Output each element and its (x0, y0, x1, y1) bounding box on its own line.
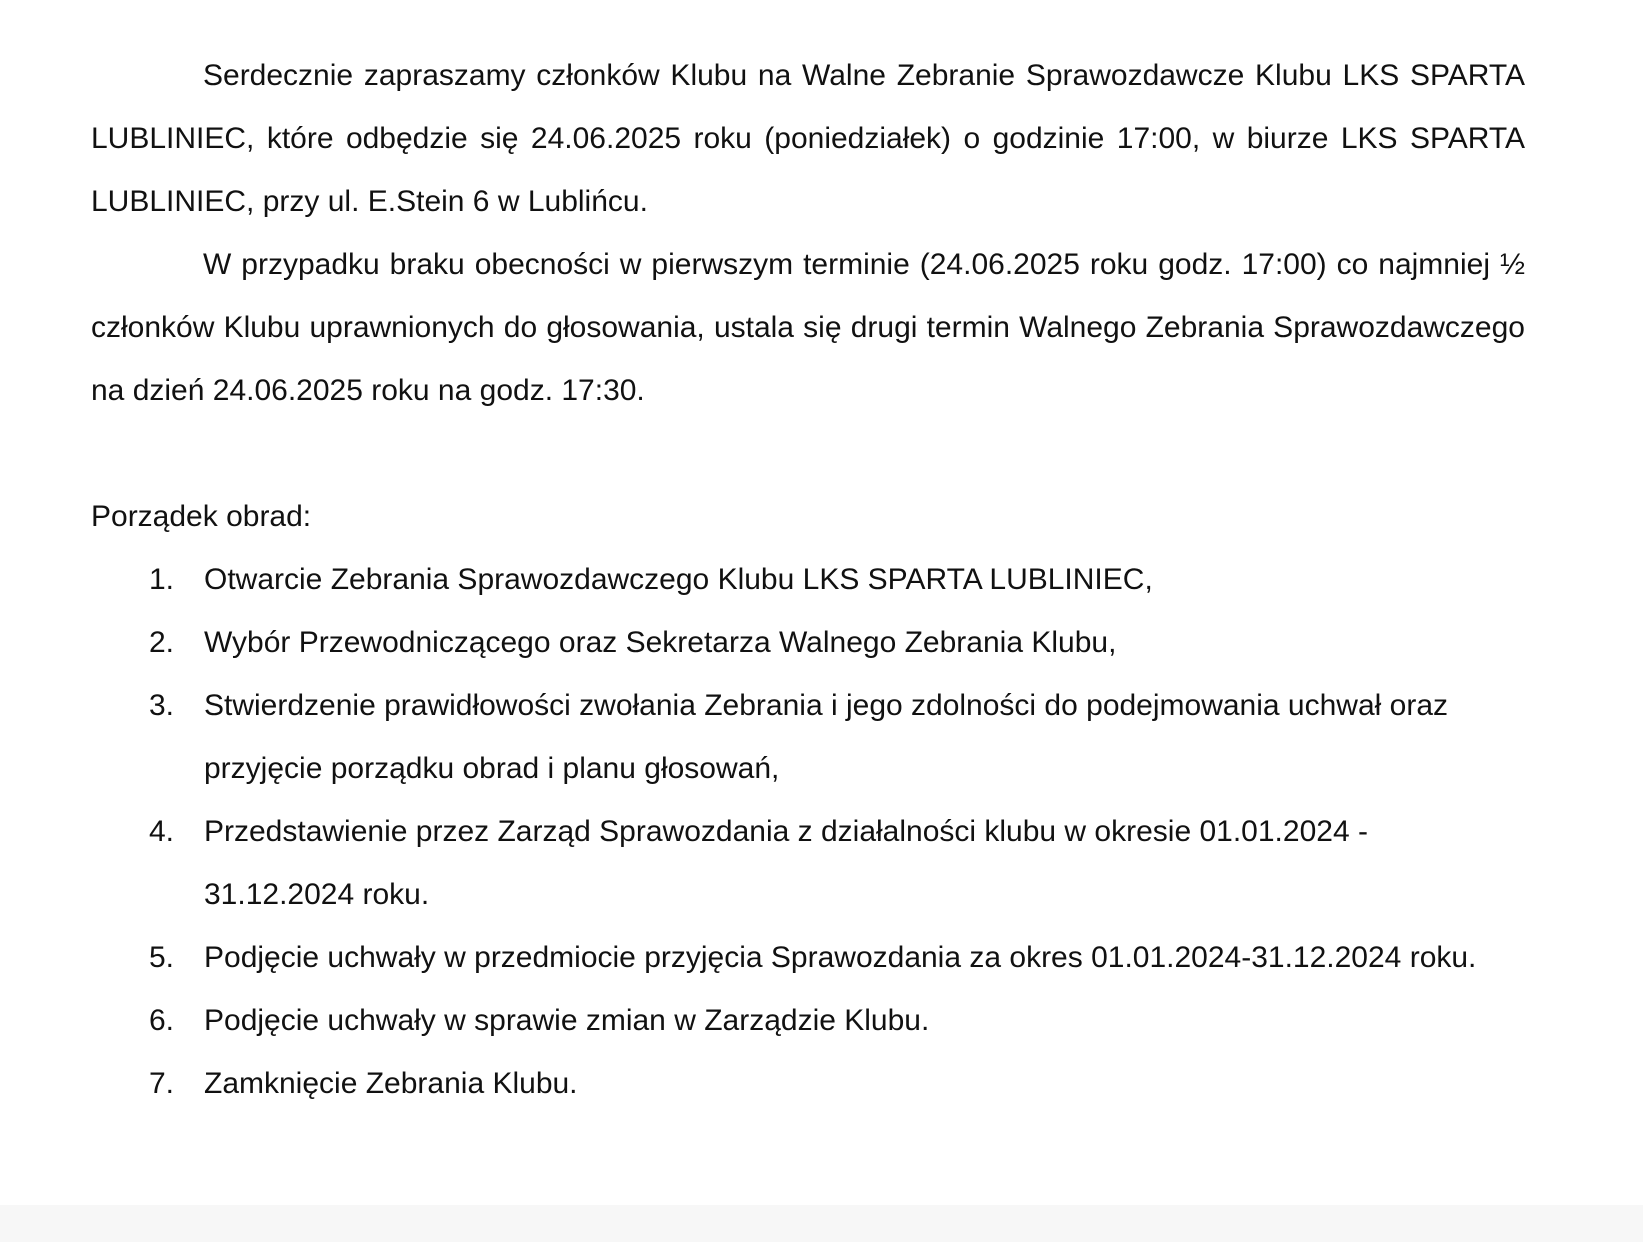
agenda-item (91, 1052, 1525, 1115)
agenda-item-text: Zamknięcie Zebrania Klubu. (204, 1067, 578, 1100)
agenda-item-number: 4. (148, 815, 174, 848)
agenda-item (91, 548, 1525, 611)
agenda-item-text: Stwierdzenie prawidłowości zwołania Zebrania i jego zdolności do podejmowania uchwał oraz przyjęcie porządku obrad i planu głosowań, (204, 689, 1449, 785)
intro-paragraph-invitation: Serdecznie zapraszamy członków Klubu na Walne Zebranie Sprawozdawcze Klubu LKS SPARTA LUBLINIEC, które odbędzie się 24.06.2025 roku (poniedziałek) o godzinie 17:00, w biurze LKS SPARTA LUBLINIEC, przy ul. E.Stein 6 w Lublińcu. (91, 59, 1525, 218)
agenda-item-number: 7. (148, 1067, 174, 1100)
agenda-item-number: 5. (148, 941, 174, 974)
agenda-item (91, 800, 1525, 926)
agenda-heading: Porządek obrad: (91, 500, 312, 533)
agenda-item-text: Podjęcie uchwały w przedmiocie przyjęcia Sprawozdania za okres 01.01.2024-31.12.2024 roku. (204, 941, 1477, 974)
agenda-item-text: Podjęcie uchwały w sprawie zmian w Zarządzie Klubu. (204, 1004, 930, 1037)
agenda-item-number: 6. (148, 1004, 174, 1037)
agenda-item-text: Wybór Przewodniczącego oraz Sekretarza Walnego Zebrania Klubu, (204, 626, 1117, 659)
agenda-item (91, 674, 1525, 800)
document-content (91, 44, 1525, 1115)
agenda-item-text: Otwarcie Zebrania Sprawozdawczego Klubu LKS SPARTA LUBLINIEC, (204, 563, 1153, 596)
agenda-item (91, 989, 1525, 1052)
agenda-item (91, 611, 1525, 674)
page-bottom-strip (0, 1205, 1643, 1242)
agenda-item-number: 2. (148, 626, 174, 659)
agenda-list (91, 548, 1525, 1115)
intro-paragraph-second-term: W przypadku braku obecności w pierwszym terminie (24.06.2025 roku godz. 17:00) co najmniej ½ członków Klubu uprawnionych do głosowania, ustala się drugi termin Walnego Zebrania Sprawozdawczego na dzień 24.06.2025 roku na godz. 17:30. (91, 248, 1525, 407)
agenda-item-number: 3. (148, 689, 174, 722)
agenda-item-text: Przedstawienie przez Zarząd Sprawozdania z działalności klubu w okresie 01.01.2024 - 31.12.2024 roku. (204, 815, 1368, 911)
agenda-item-number: 1. (148, 563, 174, 596)
agenda-item (91, 926, 1525, 989)
